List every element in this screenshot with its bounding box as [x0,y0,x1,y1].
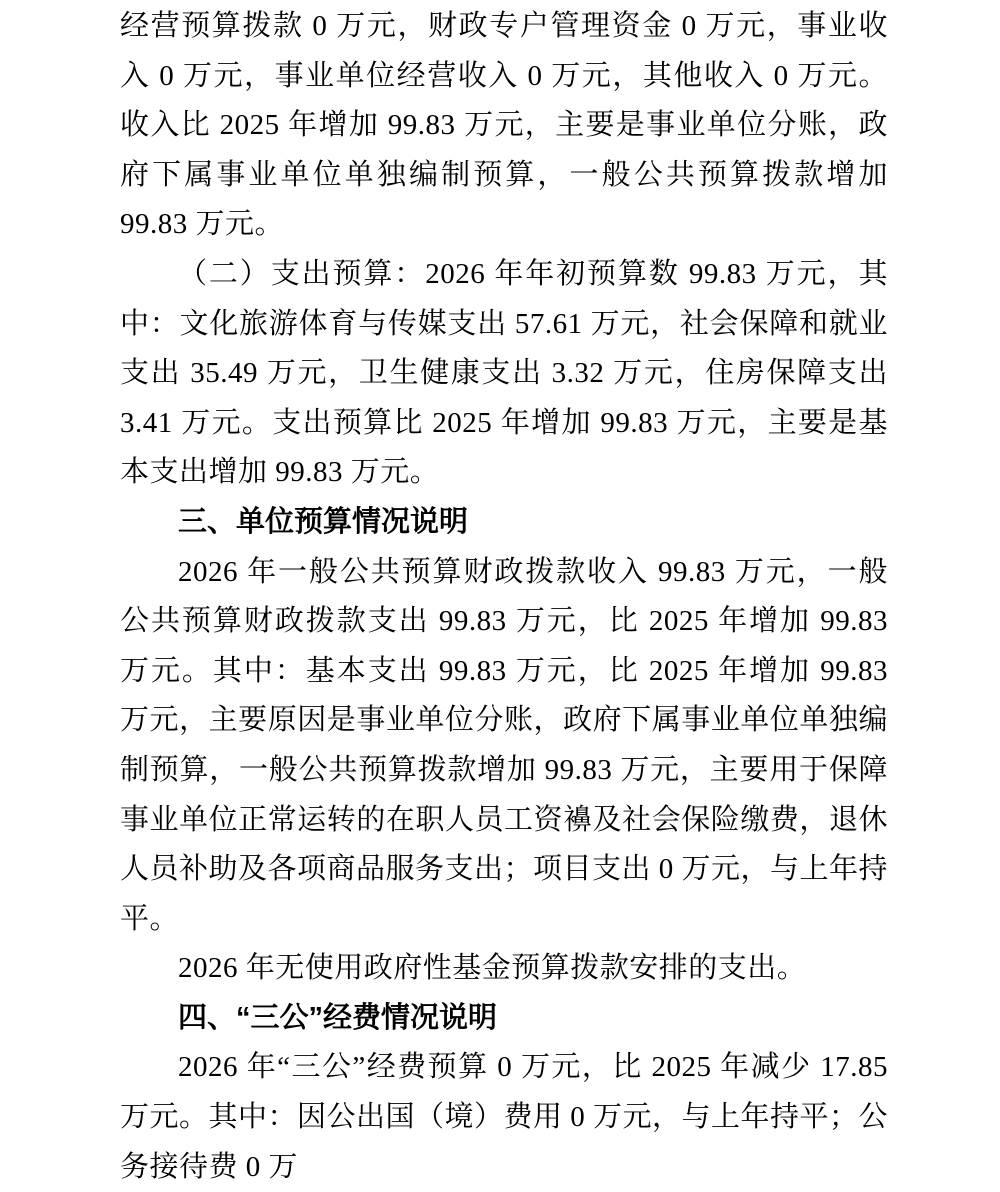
paragraph-public-budget-fiscal-appropriation: 2026 年一般公共预算财政拨款收入 99.83 万元，一般公共预算财政拨款支出 99.83 万元，比 2025 年增加 99.83 万元。其中：基本支出 99.83 万元，比 2025 年增加 99.83 万元，主要原因是事业单位分账，政府下属事业单位单独编制预算，一般公共预算拨款增加 99.83 万元，主要用于保障事业单位正常运转的在职人员工资襣及社会保险缴费，退休人员补助及各项商品服务支出；项目支出 0 万元，与上年持平。 [120,555,889,935]
paragraph-expenditure-budget: （二）支出预算：2026 年年初预算数 99.83 万元，其中：文化旅游体育与传媒支出 57.61 万元，社会保障和就业支出 35.49 万元，卫生健康支出 3.32 万元，住房保障支出 3.41 万元。支出预算比 2025 年增加 99.83 万元，主要是基本支出增加 99.83 万元。 [120,257,888,489]
section-heading-unit-budget-explanation: 三、单位预算情况说明 [178,505,469,538]
paragraph-income-budget-continuation: 经营预算拨款 0 万元，财政专户管理资金 0 万元，事业收入 0 万元，事业单位经营收入 0 万元，其他收入 0 万元。收入比 2025 年增加 99.83 万元，主要是事业单位分账，政府下属事业单位单独编制预算，一般公共预算拨款增加 99.83 万元。 [120,10,888,241]
paragraph-three-public-funds-budget: 2026 年“三公”经费预算 0 万元，比 2025 年减少 17.85 万元。其中：因公出国（境）费用 0 万元，与上年持平；公务接待费 0 万 [120,1051,889,1183]
paragraph-government-fund-budget: 2026 年无使用政府性基金预算拨款安排的支出。 [178,952,807,985]
section-heading-three-public-funds: 四、“三公”经费情况说明 [178,1001,498,1034]
